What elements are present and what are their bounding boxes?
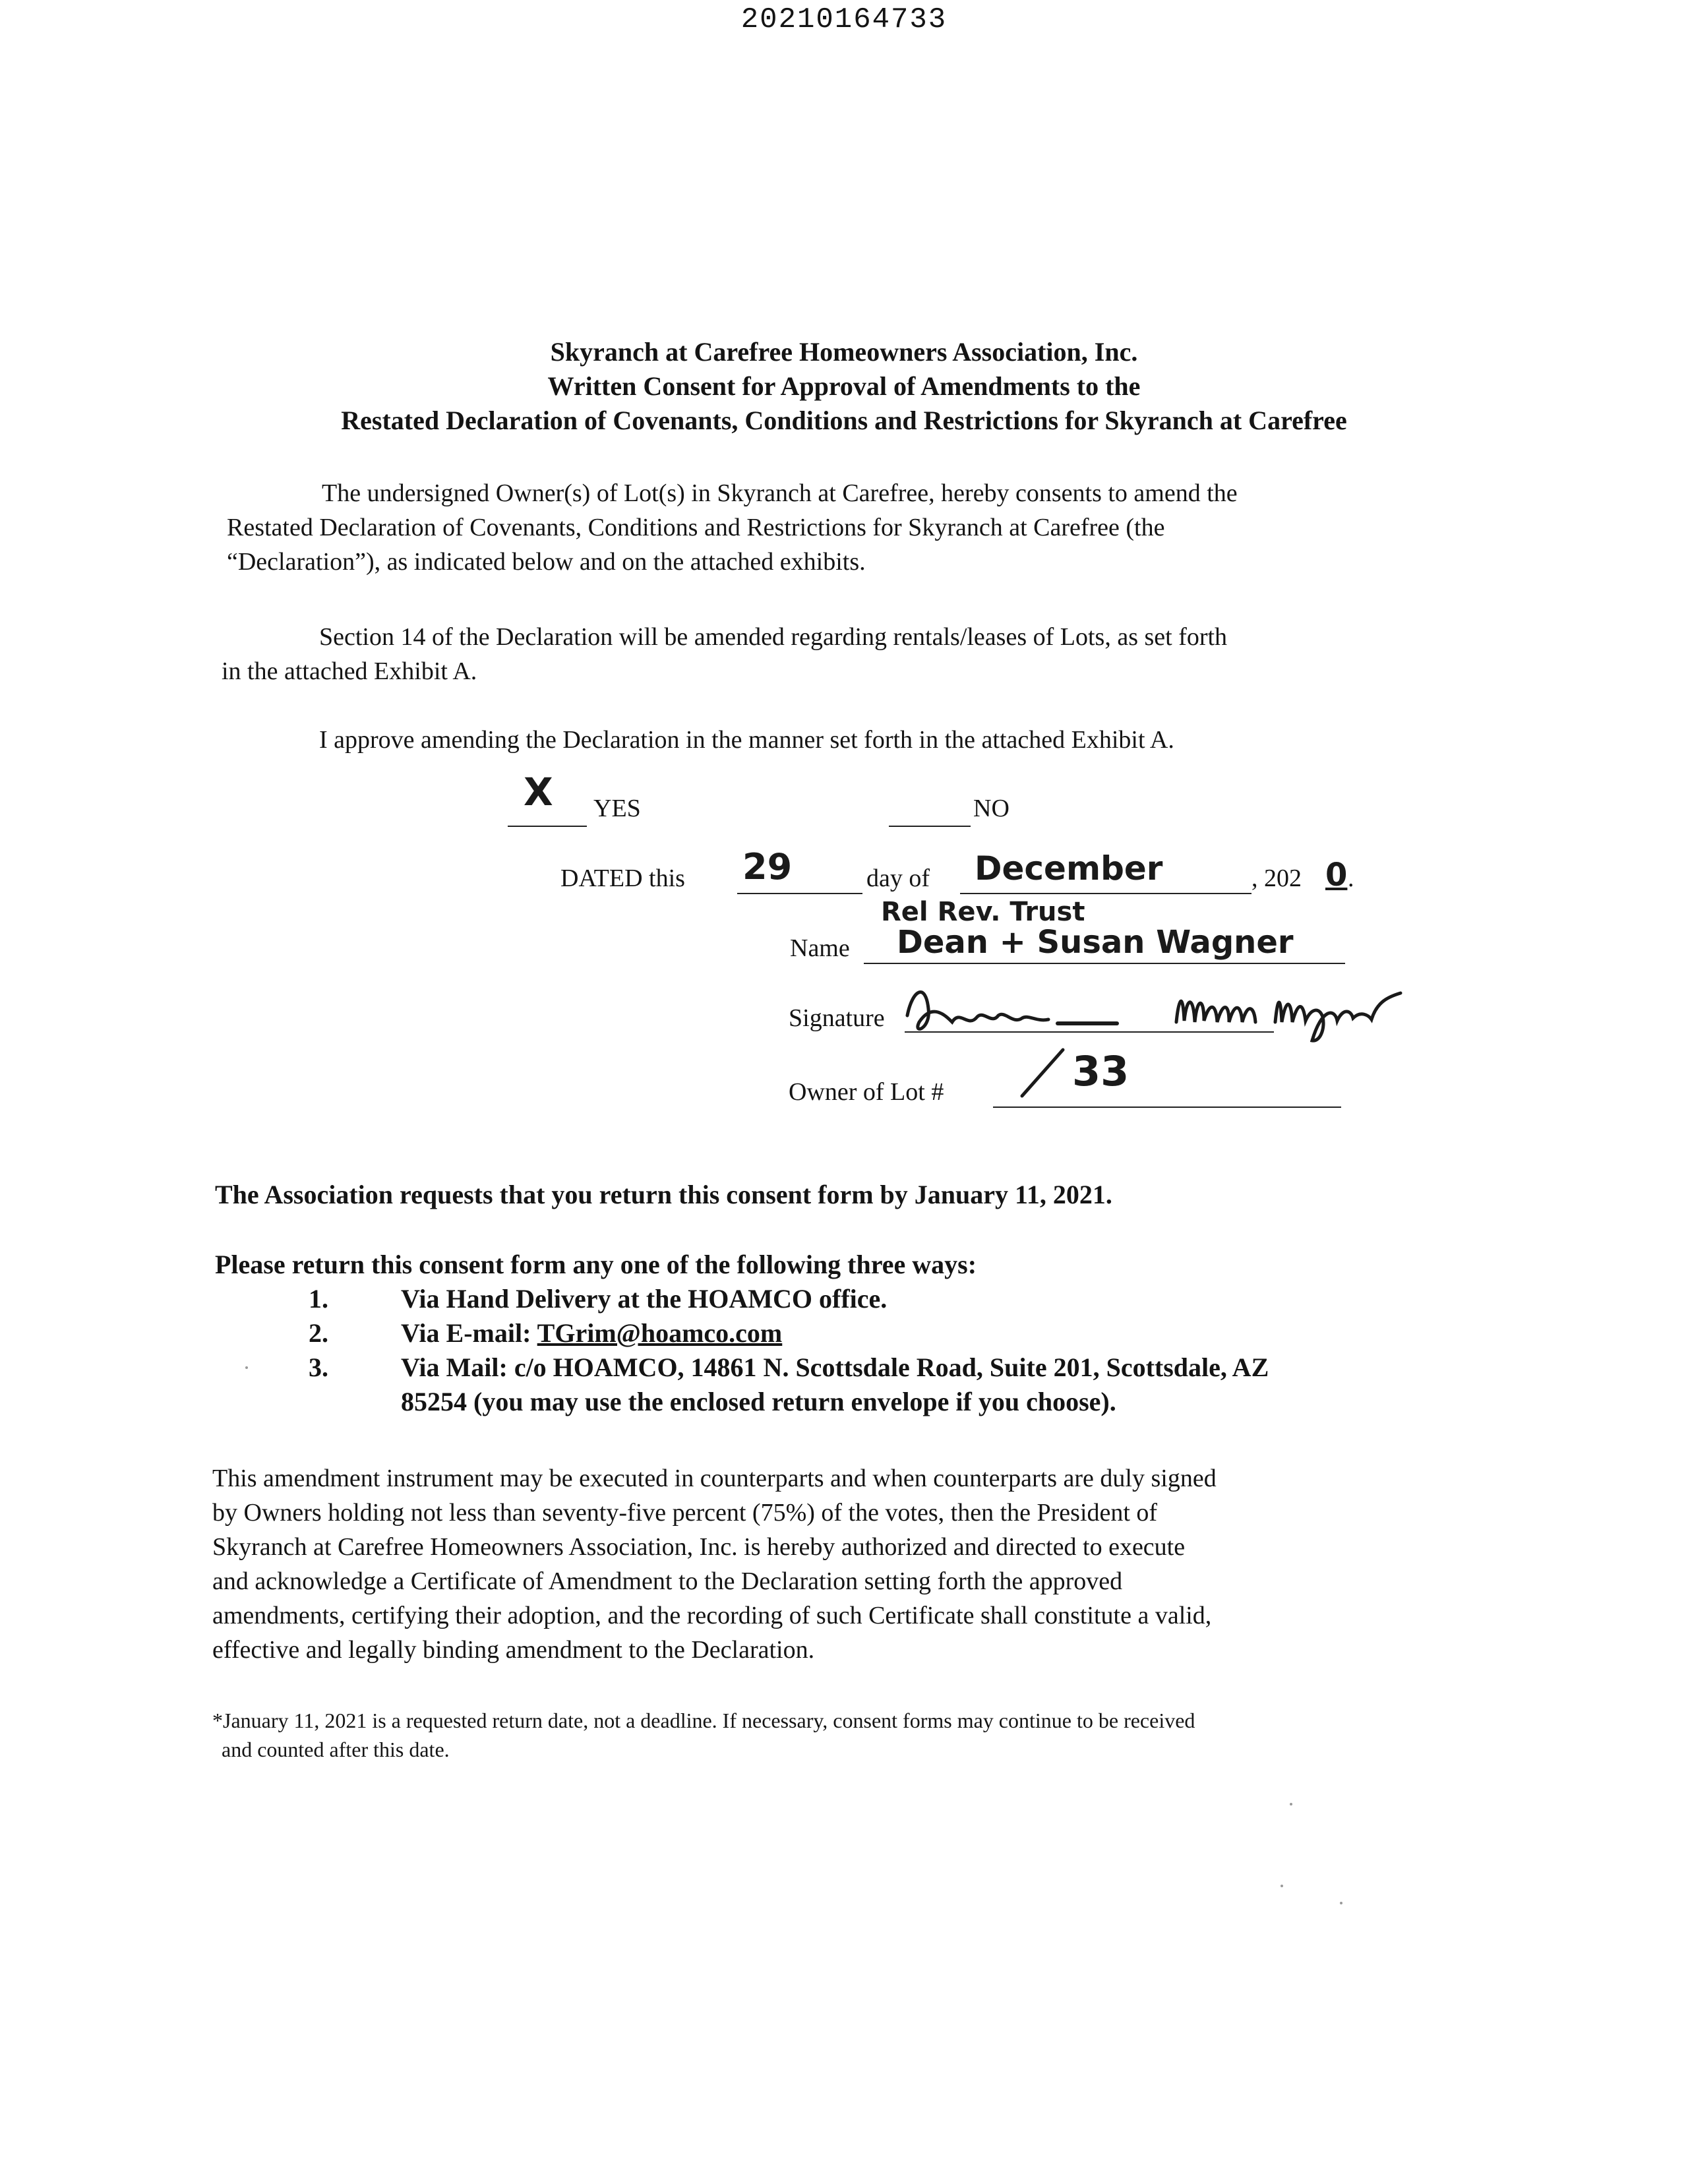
scan-speck: [1340, 1902, 1342, 1904]
amendment-line-2: by Owners holding not less than seventy-five percent (75%) of the votes, then the President of: [212, 1499, 1158, 1527]
amendment-line-6: effective and legally binding amendment to the Declaration.: [212, 1636, 815, 1664]
mail-item-line-2: 85254 (you may use the enclosed return envelope if you choose).: [401, 1387, 1116, 1416]
dated-prefix: DATED this: [560, 864, 685, 892]
lot-line[interactable]: [993, 1107, 1341, 1108]
no-label: NO: [973, 795, 1010, 822]
name-line[interactable]: [864, 963, 1345, 964]
document-number: 20210164733: [740, 3, 948, 36]
hand-delivery-item: Via Hand Delivery at the HOAMCO office.: [401, 1284, 888, 1314]
section-line-2: in the attached Exhibit A.: [222, 657, 477, 685]
day-of-label: day of: [866, 864, 930, 892]
yes-label: YES: [593, 795, 641, 822]
day-line[interactable]: [737, 893, 862, 894]
month-value: December: [975, 849, 1163, 888]
footnote-line-2: and counted after this date.: [222, 1738, 450, 1761]
day-value: 29: [742, 846, 793, 888]
amendment-line-1: This amendment instrument may be executed in counterparts and when counterparts are duly signed: [212, 1465, 1217, 1492]
name-label: Name: [790, 934, 850, 962]
lot-value: 33: [1072, 1047, 1130, 1095]
title-line-3: Restated Declaration of Covenants, Conditions and Restrictions for Skyranch at Carefree: [341, 406, 1347, 435]
lot-label: Owner of Lot #: [789, 1078, 944, 1106]
scan-speck: [1290, 1803, 1292, 1805]
no-line[interactable]: [889, 826, 971, 827]
intro-line-2: Restated Declaration of Covenants, Conditions and Restrictions for Skyranch at Carefree (the: [227, 514, 1165, 541]
year-suffix: .: [1348, 864, 1354, 892]
intro-line-3: “Declaration”), as indicated below and on the attached exhibits.: [227, 548, 866, 576]
mail-item-line-1: Via Mail: c/o HOAMCO, 14861 N. Scottsdale Road, Suite 201, Scottsdale, AZ: [401, 1352, 1269, 1382]
lot-slash-mark: [1015, 1042, 1075, 1101]
return-request: The Association requests that you return this consent form by January 11, 2021.: [215, 1180, 1112, 1209]
yes-line[interactable]: [508, 826, 587, 827]
amendment-line-3: Skyranch at Carefree Homeowners Association, Inc. is hereby authorized and directed to execute: [212, 1533, 1186, 1561]
email-item: [401, 1316, 782, 1350]
approve-statement: I approve amending the Declaration in the manner set forth in the attached Exhibit A.: [319, 726, 1174, 754]
year-prefix: , 202: [1251, 864, 1302, 892]
amendment-line-4: and acknowledge a Certificate of Amendment to the Declaration setting forth the approved: [212, 1567, 1123, 1595]
name-line-2-value: Dean + Susan Wagner: [897, 924, 1294, 961]
name-line-1-value: Rel Rev. Trust: [881, 897, 1085, 927]
intro-line-1: The undersigned Owner(s) of Lot(s) in Skyranch at Carefree, hereby consents to amend the: [322, 479, 1238, 507]
email-item-prefix: Via E-mail:: [401, 1318, 537, 1348]
scan-speck: [1281, 1885, 1283, 1887]
year-digit: 0: [1325, 857, 1348, 894]
title-line-1: Skyranch at Carefree Homeowners Association, Inc.: [550, 337, 1138, 367]
list-number-2: 2.: [309, 1318, 328, 1348]
yes-mark: X: [524, 770, 553, 814]
email-link[interactable]: TGrim@hoamco.com: [537, 1318, 783, 1348]
amendment-line-5: amendments, certifying their adoption, and the recording of such Certificate shall constitute a valid,: [212, 1602, 1212, 1629]
signature-label: Signature: [789, 1004, 885, 1032]
section-line-1: Section 14 of the Declaration will be amended regarding rentals/leases of Lots, as set forth: [319, 623, 1228, 651]
signature-image: [899, 969, 1427, 1048]
month-line[interactable]: [960, 893, 1251, 894]
scan-speck: [245, 1366, 248, 1369]
title-line-2: Written Consent for Approval of Amendments to the: [547, 371, 1141, 401]
return-ways-heading: Please return this consent form any one of the following three ways:: [215, 1250, 977, 1279]
list-number-1: 1.: [309, 1284, 328, 1314]
footnote-line-1: *January 11, 2021 is a requested return date, not a deadline. If necessary, consent forms may continue to be received: [212, 1709, 1195, 1732]
list-number-3: 3.: [309, 1352, 328, 1382]
